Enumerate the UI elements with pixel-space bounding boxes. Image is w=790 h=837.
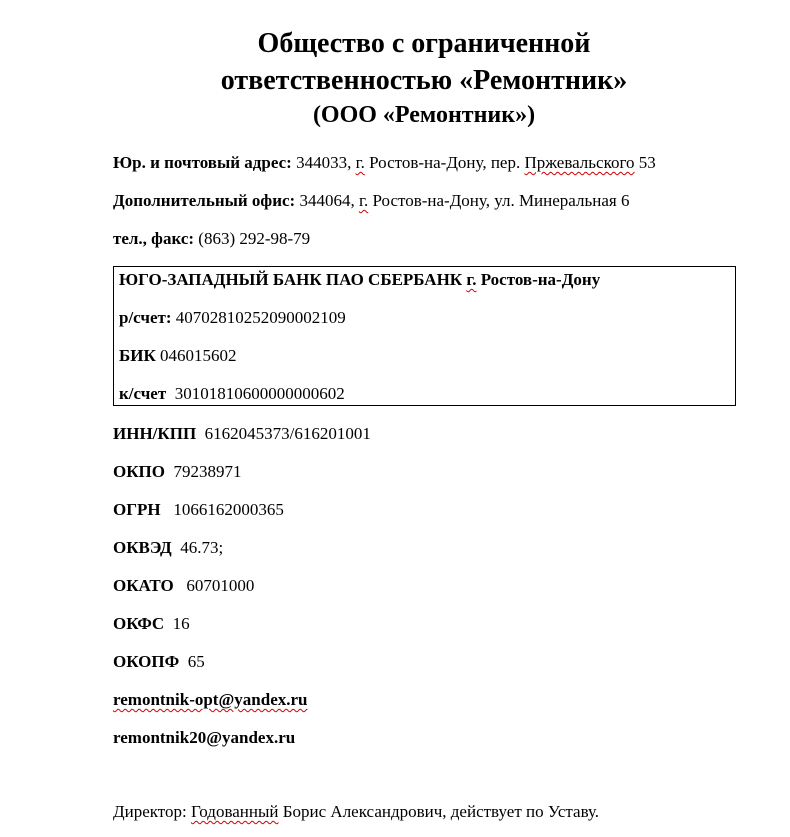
okpo-label: ОКПО: [113, 462, 165, 481]
bank-account-label: р/счет:: [119, 308, 172, 327]
bank-details-box: [113, 266, 736, 406]
bank-account-value: 40702810252090002109: [171, 308, 346, 327]
okpo-value: 79238971: [165, 462, 242, 481]
bank-account-line: [119, 307, 346, 329]
okved-label: ОКВЭД: [113, 538, 172, 557]
email-secondary[interactable]: remontnik20@yandex.ru: [113, 728, 296, 747]
okfs-line: [113, 613, 190, 635]
bank-corr-account-line: [119, 383, 345, 405]
okato-label: ОКАТО: [113, 576, 174, 595]
phone-label: тел., факс:: [113, 229, 195, 248]
bank-bik-line: [119, 345, 237, 367]
okopf-line: [113, 651, 205, 673]
inn-kpp-label: ИНН/КПП: [113, 424, 197, 443]
okato-value: 60701000: [173, 576, 255, 595]
legal-address-line: [113, 152, 656, 174]
okved-value: 46.73;: [171, 538, 224, 557]
bank-corr-account-label: к/счет: [119, 384, 167, 403]
okato-line: [113, 575, 254, 597]
director-prefix: Директор:: [113, 802, 191, 821]
bank-bik-label: БИК: [119, 346, 156, 365]
page-title-short-name: (ООО «Ремонтник»): [312, 102, 536, 128]
email-primary[interactable]: remontnik-opt@yandex.ru: [113, 690, 308, 709]
okfs-value: 16: [164, 614, 190, 633]
director-surname: Годованный: [190, 802, 279, 821]
okfs-label: ОКФС: [113, 614, 165, 633]
bank-bik-value: 046015602: [155, 346, 237, 365]
inn-kpp-value: 6162045373/616201001: [196, 424, 371, 443]
director-line: [113, 801, 599, 823]
okpo-line: [113, 461, 242, 483]
phone-value: (863) 292-98-79: [194, 229, 311, 248]
bank-name-line: [119, 269, 600, 291]
okved-line: [113, 537, 223, 559]
office-address-line: [113, 190, 629, 212]
legal-address-mid: Ростов-на-Дону, пер.: [364, 153, 525, 172]
page-title-line-1: Общество с ограниченной: [257, 28, 591, 59]
ogrn-label: ОГРН: [113, 500, 161, 519]
director-suffix: Борис Александрович, действует по Уставу.: [278, 802, 600, 821]
ogrn-value: 1066162000365: [160, 500, 284, 519]
okopf-value: 65: [179, 652, 205, 671]
legal-address-city-abbr: г.: [355, 153, 365, 172]
phone-line: [113, 228, 310, 250]
page-title-line-2: ответственностью «Ремонтник»: [220, 65, 628, 96]
legal-address-suffix: 53: [634, 153, 656, 172]
legal-address-street: Пржевальского: [524, 153, 635, 172]
office-address-prefix: 344064,: [295, 191, 359, 210]
office-address-city-abbr: г.: [358, 191, 369, 210]
inn-kpp-line: [113, 423, 371, 445]
bank-corr-account-value: 30101810600000000602: [166, 384, 345, 403]
bank-name-city-abbr: г.: [466, 270, 477, 289]
bank-name-prefix: ЮГО-ЗАПАДНЫЙ БАНК ПАО СБЕРБАНК: [119, 270, 467, 289]
legal-address-label: Юр. и почтовый адрес:: [113, 153, 292, 172]
legal-address-prefix: 344033,: [291, 153, 356, 172]
ogrn-line: [113, 499, 284, 521]
office-address-label: Дополнительный офис:: [113, 191, 296, 210]
okopf-label: ОКОПФ: [113, 652, 180, 671]
bank-name-suffix: Ростов-на-Дону: [476, 270, 601, 289]
office-address-suffix: Ростов-на-Дону, ул. Минеральная 6: [368, 191, 630, 210]
